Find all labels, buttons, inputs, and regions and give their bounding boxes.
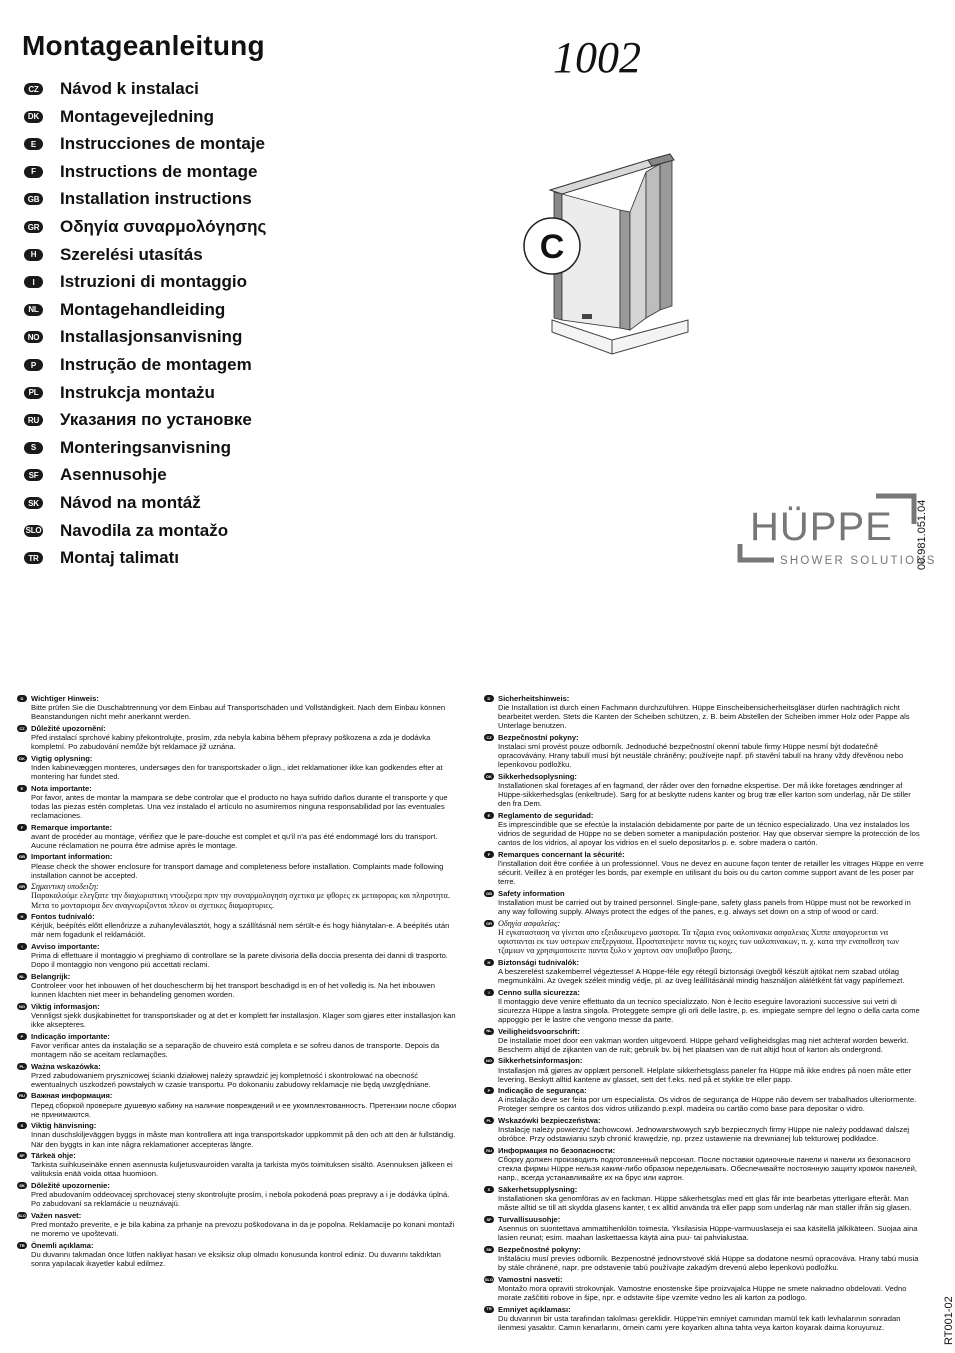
note-body: Inštaláciu musí previes odborník. Bezpenostné jednovrstvové sklá Hüppe sa dodatone nesmú opracováva. Hrany tabú musia by stále chránené, napr. pre odstavenie tabú používajte zakadým drevenú alebo lepenkovú podložku. (498, 1253, 919, 1272)
note-heading: Cenno sulla sicurezza: (498, 987, 580, 997)
language-title: Monteringsanvisning (60, 437, 231, 457)
language-code-badge: S (24, 442, 43, 454)
note-language-badge: NL (17, 973, 27, 980)
note-heading: Important information: (31, 852, 113, 862)
important-note (17, 912, 457, 939)
note-heading: Dôležité upozornenie: (31, 1181, 110, 1191)
note-heading: Fontos tudnivaló: (31, 912, 95, 922)
language-code-badge: NO (24, 331, 43, 343)
note-language-badge: SK (17, 1182, 27, 1189)
language-row (24, 326, 242, 348)
safety-note (484, 1116, 924, 1143)
language-code-badge: SF (24, 469, 43, 481)
note-language-badge: SK (484, 1246, 494, 1253)
language-code-badge: DK (24, 111, 43, 123)
important-note (17, 1121, 457, 1148)
language-code-badge: CZ (24, 83, 43, 95)
note-language-badge: GR (19, 884, 25, 890)
note-heading: Οδηγία ασφαλείας: (498, 918, 561, 928)
note-heading: Safety information (498, 888, 565, 898)
shower-enclosure-illustration (520, 150, 690, 360)
note-language-badge: SLO (17, 1212, 27, 1218)
note-heading: Emniyet açıklaması: (498, 1304, 571, 1314)
language-row (24, 106, 214, 128)
note-language-badge: S (484, 1186, 494, 1193)
safety-note (484, 919, 924, 955)
note-language-badge: F (17, 824, 27, 831)
language-code-badge: PL (24, 387, 43, 399)
note-heading: Reglamento de seguridad: (498, 810, 594, 820)
note-heading: Säkerhetsupplysning: (498, 1185, 578, 1194)
language-code-badge: E (24, 138, 43, 150)
language-title: Instrucciones de montaje (60, 134, 265, 154)
note-language-badge: TR (17, 1242, 27, 1249)
language-code-badge: NL (24, 304, 43, 316)
note-language-badge: S (17, 1122, 27, 1129)
page-code: RT001-02 (943, 1296, 955, 1345)
note-heading: Важная информация: (31, 1091, 113, 1101)
note-language-badge: DK (484, 773, 494, 780)
note-heading: Indicação de segurança: (498, 1086, 587, 1096)
note-body: Bitte prüfen Sie die Duschabtrennung vor dem Einbau auf Transportschäden und Vollständigkeit. Nach dem Einbau können Beanstandungen nicht mehr anerkannt werden. (31, 703, 446, 722)
important-note (17, 754, 457, 781)
note-body: Es imprescindible que se efectúe la instalación debidamente por parte de un técnico especializado. Una vez instalados los vidrios de seguridad de Hüppe no se deben someter a manipulación posterior. Hay que observar siempre la protección de los cantos de los vidrios, al apoyar los vidrios en el suelo depositarlos p. e. sobre madera o cartón. (498, 820, 920, 848)
safety-note (484, 1245, 924, 1272)
note-heading: Důležité upozornění: (31, 723, 106, 733)
language-title: Installasjonsanvisning (60, 327, 243, 347)
safety-notes-column (484, 694, 924, 1334)
language-title: Montagevejledning (60, 106, 214, 126)
language-code-badge: TR (24, 552, 43, 564)
safety-note (484, 850, 924, 886)
note-language-badge: PL (17, 1063, 27, 1070)
language-row (24, 520, 228, 542)
language-title: Instrukcja montażu (60, 382, 215, 402)
language-title: Návod k instalaci (60, 79, 199, 98)
note-language-badge: I (484, 989, 494, 996)
note-body: avant de procéder au montage, vérifiez que le pare-douche est complet et qu'il n'a pas été endommagé lors du transport. Aucune réclamation ne pourra être admise après le montage. (31, 831, 438, 850)
note-body: Controleer voor het inbouwen of het douchescherm bij het transport beschadigd is en of het volledig is. Na het inbouwen kunnen klachten niet meer in behandeling genomen worden. (31, 981, 435, 1000)
language-title: Montagehandleiding (60, 299, 226, 319)
note-body: Installasjon må gjøres av opplært personell. Helplate sikkerhetsglass paneler fra Hüppe må ikke endres på noen måte etter levering. Beskytt alltid kantene av glasset, sett det f.eks. ned på et stykke tre eller papp. (498, 1065, 912, 1084)
safety-note (484, 1056, 924, 1083)
variant-label: C (539, 228, 565, 266)
language-row (24, 299, 225, 321)
language-title: Instrução de montagem (60, 355, 252, 374)
note-body: Przed zabudowaniem prysznicowej ścianki działowej należy sprawdzić jej kompletność i skontrolować na obecność ewentualnych uszkodzeń powstałych w czasie transportu. Po dokonaniu zabudowy reklamacje nie będą uwzględniane. (31, 1070, 431, 1089)
language-row (24, 216, 266, 238)
note-body: A instalação deve ser feita por um especialista. Os vidros de segurança de Hüppe não devem ser trabalhados ulteriormente. Proteger sempre os cantos dos vidros utilizando p.expl. madeira ou cartão como base para depositar o vidro. (498, 1095, 917, 1114)
note-language-badge: GR (486, 920, 492, 926)
note-heading: Sikkerhetsinformasjon: (498, 1056, 583, 1066)
note-heading: Ważna wskazówka: (31, 1061, 101, 1071)
note-body: Kérjük, beépítés előtt ellenőrizze a zuhanyleválasztót, hogy a szállításnál nem sérült-e és hogy hiánytalan-e. A beépítés után már nem fogadunk el reklamációt. (31, 921, 450, 940)
note-heading: Remarque importante: (31, 822, 113, 832)
language-row (24, 133, 265, 155)
note-heading: Sicherheitshinweis: (498, 694, 570, 703)
note-language-badge: P (17, 1033, 27, 1040)
safety-note (484, 889, 924, 916)
important-note (17, 1032, 457, 1059)
model-number: 1002 (553, 33, 641, 82)
note-body: Installationen ska genomföras av en fackman. Hüppe säkerhetsglas med ett glas får inte bearbetas ytterligare efteråt. Man måste alltid se till att skydda glasens kanter, t ex alltid använda trä eller papp som underlag när man ställer ifrån sig glasen. (498, 1194, 912, 1213)
note-body: Instalaci smí provést pouze odborník. Jednoduché bezpečnostní okenní tabule firmy Hüppe nesmí být dodatečně opracovávány. Hrany tabulí musí být neustále chráněny; používejte např. při stavění tabulí na hrany vždy dřevěnou nebo lepenkovou podložku. (498, 742, 904, 770)
note-heading: Remarques concernant la sécurité: (498, 849, 625, 859)
language-title: Navodila za montažo (60, 520, 229, 540)
note-heading: Indicação importante: (31, 1031, 110, 1041)
important-note (17, 694, 457, 721)
language-code-badge: P (24, 359, 43, 371)
language-title: Instructions de montage (60, 161, 258, 181)
language-row (24, 492, 201, 514)
note-body: Pred abudovaním oddeovacej sprchovacej steny skontrolujte prosím, i nebola pokodená poas prepravy a i je dodávka úplná. Po zabudovaní sa reklamácie u neuznávajú. (31, 1190, 450, 1209)
document-code: 00.981.051.04 (916, 499, 928, 570)
note-heading: Bezpečnostní pokyny: (498, 732, 579, 742)
note-language-badge: TR (484, 1306, 494, 1313)
note-body: A beszerelést szakemberrel végeztesse! A Hüppe-féle egy rétegű biztonsági üvegből készült ajtókat nem szabad utólag megmunkálni. Az üvegek széleit mindig védje, pl. az üveg leállításánál mindig használjon alátétként fát vagy papírlemezt. (498, 966, 905, 985)
safety-note (484, 1086, 924, 1113)
language-row (24, 464, 167, 486)
language-title: Istruzioni di montaggio (60, 272, 247, 292)
language-title: Указания по установке (60, 410, 252, 430)
language-code-badge: SK (24, 497, 43, 509)
note-body: Prima di effettuare il montaggio vi preghiamo di controllare se la parete divisoria della doccia presenta dei danni di trasporto. Dopo il montaggio non vengono più accettati reclami. (31, 951, 448, 970)
note-language-badge: NL (484, 1028, 494, 1035)
note-heading: Tärkeä ohje: (31, 1151, 76, 1161)
note-language-badge: D (484, 695, 494, 702)
language-code-badge: RU (24, 414, 43, 426)
language-title: Οδηγία συναρμολόγησης (60, 217, 267, 236)
important-note (17, 942, 457, 969)
note-language-badge: DK (17, 755, 27, 762)
language-row (24, 271, 247, 293)
safety-note (484, 1215, 924, 1242)
safety-note (484, 733, 924, 769)
language-code-badge: F (24, 166, 43, 178)
note-body: Η εγκατασταση να γίνεται απο εξειδικευμενο μαστορα. Τα τζαμια ενος υαλοπινακα ασφαλειας Χιππε απαγορευεται να υφιστανται εκ των υστερων επεξεργασια. Προστατεψετε παντα τις κοχες των υαλοπινακων, π. χ. κατα την εναποθεση των τζαμιων να χρησιμοποιειτε παντα ξυλο ν χαρτονι σαν υποβαθρο βασης. (498, 927, 899, 955)
note-body: Please check the shower enclosure for transport damage and completeness before installation. Complaints made following installation cannot be accepted. (31, 861, 444, 880)
important-note (17, 1062, 457, 1089)
safety-note (484, 958, 924, 985)
brand-name: HÜPPE (750, 505, 893, 549)
note-language-badge: SF (17, 1152, 27, 1159)
note-language-badge: H (484, 959, 494, 966)
language-row (24, 244, 203, 266)
note-heading: Wichtiger Hinweis: (31, 694, 99, 703)
note-heading: Viktig hänvisning: (31, 1121, 97, 1131)
important-note (17, 882, 457, 909)
language-row (24, 437, 231, 459)
note-language-badge: E (17, 785, 27, 792)
note-body: Asennus on suoritettava ammattihenkilön toimesta. Yksilasisia Hüppe-varmuuslaseja ei saa käsitellä jälkikäteen. Suojaa aina lasien reunat; esim. maahan laskettaessa käytä aina puu- tai pahvialustaa. (498, 1223, 918, 1243)
language-row (24, 547, 179, 569)
note-body: Před instalací sprchové kabiny překontrolujte, prosím, zda nebyla kabina během přepravy poškozena a zda je dodávka kompletní. Po zabudování nemůže být reklamace již uznána. (31, 732, 431, 752)
note-body: Installationen skal foretages af en fagmand, der råder over den fornødne ekspertise. Der må ikke foretages ændringer af Hüppe-sikkerhedsglas (enkeltrude). Sørg for at beskytte rudens kanter og brug træ eller karton som underlag, når De stiller den fra Dem. (498, 781, 911, 809)
note-body: Installation must be carried out by trained personnel. Single-pane, safety glass panels from Hüppe must not be reworked in any way following supply. Always protect the edges of the panes, e.g. always set down on a strip of wood or card. (498, 897, 911, 917)
note-language-badge: RU (484, 1147, 494, 1154)
note-heading: Wskazówki bezpieczeństwa: (498, 1116, 601, 1126)
note-language-badge: NO (486, 1058, 492, 1064)
language-code-badge: H (24, 249, 43, 261)
language-title: Návod na montáž (60, 493, 201, 512)
note-language-badge: NO (19, 1003, 25, 1009)
note-heading: Belangrijk: (31, 971, 71, 981)
important-note (17, 823, 457, 850)
language-row (24, 409, 252, 431)
note-language-badge: CZ (484, 734, 494, 741)
note-body: Il montaggio deve venire effettuato da un tecnico specializzato. Non è lecito eseguire lavorazioni successive sui vetri di sicurezza Hüppe a lastra singola. Proteggete sempre gli orli delle lastre, p. es. impiegate sempre del legno o della carta come appoggio per le lastre che vengono messe da parte. (498, 996, 920, 1024)
safety-note (484, 811, 924, 847)
note-language-badge: PL (484, 1117, 494, 1124)
important-note (17, 784, 457, 820)
important-note (17, 724, 457, 751)
note-body: Montažo mora opraviti strokovnjak. Vamostne enostenske šipe proizvajalca Hüppe ne smete naknadno obdelovati. Vedno morate zaščititi robove in šipe, npr. e odstavite šipe vzemite vedno les ali karton za podlogo. (498, 1283, 907, 1302)
brand-tagline: SHOWER SOLUTIONS (780, 555, 937, 567)
note-language-badge: E (484, 812, 494, 819)
language-title: Montaj talimatı (60, 548, 180, 568)
note-body: Сборку должен производить подготовленный персонал. После поставки одиночные панели и панели из безопасного стекла фирмы Hüppe нельзя каким-либо образом переделывать. Обеспечивайте постоянную защиту кромок панелей, напр., всегда устанавливайте их на брус или картон. (498, 1155, 917, 1183)
language-title: Installation instructions (60, 189, 252, 209)
important-note (17, 1241, 457, 1268)
note-body: Du duvarının bir usta tarafından takılması gereklidir. Hüppe'nin emniyet camından mamül tek katlı levhalarının sonradan ilenmesi yasaktır. Camın kenarlarını, örnein camı yere koyarken altına tahta veya karton koyarak daima koruyunuz. (498, 1313, 901, 1332)
note-language-badge: GB (19, 854, 25, 860)
note-body: Favor verificar antes da instalação se a separação de chuveiro está completa e se sofreu danos de transporte. Depois da montagem não se aceitam reclamações. (31, 1040, 440, 1059)
language-row (24, 161, 257, 183)
note-heading: Važen nasvet: (31, 1210, 82, 1220)
safety-note (484, 1185, 924, 1212)
note-language-badge: RU (17, 1092, 27, 1099)
important-note (17, 1151, 457, 1178)
language-title: Szerelési utasítás (60, 244, 203, 264)
note-heading: Sikkerhedsoplysning: (498, 771, 577, 781)
important-note (17, 1002, 457, 1029)
note-language-badge: CZ (17, 725, 27, 732)
language-code-badge: GR (24, 221, 43, 233)
language-code-badge: GB (24, 193, 43, 205)
note-heading: Σημαντικη υποδειξη: (31, 882, 99, 892)
note-language-badge: SLO (484, 1276, 494, 1282)
note-heading: Avviso importante: (31, 942, 100, 952)
note-heading: Vigtig oplysning: (31, 753, 93, 763)
note-language-badge: H (17, 913, 27, 920)
language-row (24, 188, 252, 210)
note-body: Die Installation ist durch einen Fachmann durchzuführen. Hüppe Einscheibensicherheitsgläser dürfen nachträglich nicht bearbeitet werden. Stets die Kanten der Scheiben schützen, z. B. beim Abstellen der Scheiben immer Holz oder Pappe als Unterlage benutzen. (498, 703, 910, 731)
note-body: Instalację należy powierzyć fachowcowi. Jednowarstwowych szyb bezpiecznych firmy Hüppe nie należy poddawać dalszej obróbce. Przy odstawianiu szyb chronić krawędzie, np. przez ustawienie na drewnianej lub tekturowej podkładce. (498, 1125, 910, 1144)
language-title: Asennusohje (60, 465, 167, 485)
safety-note (484, 1305, 924, 1332)
note-language-badge: D (17, 695, 27, 702)
note-language-badge: F (484, 851, 494, 858)
note-language-badge: P (484, 1087, 494, 1094)
safety-note (484, 1027, 924, 1054)
note-body: Du duvarını takmadan önce lütfen nakliyat hasarı ve eksiksiz olup olmadıı konusunda kontrol ediniz. Du duvarını takdıktan sonra yapılacak ikayetler kabul edilmez. (31, 1249, 441, 1269)
language-code-badge: SLO (25, 526, 42, 536)
note-heading: Vamostni nasveti: (498, 1274, 563, 1284)
note-body: l'installation doit être confiée à un professionnel. Vous ne devez en aucune façon tenter de retailler les vitrages Hüppe en verre sécurit. Veillez à en protéger les bords, par exemple en utilisant du bois ou du carton comme support avant de les poser par terre. (498, 858, 924, 887)
note-body: Перед сборкой проверьте душевую кабину на наличие повреждений и ее укомплектованность. Претензии после сборки не принимаются. (31, 1100, 457, 1119)
note-language-badge: I (17, 943, 27, 950)
safety-note (484, 694, 924, 730)
note-heading: Nota importante: (31, 783, 92, 793)
language-row (24, 78, 199, 100)
note-heading: Bezpečnostné pokyny: (498, 1244, 581, 1254)
safety-note (484, 1275, 924, 1302)
safety-note (484, 1146, 924, 1182)
note-body: Pred montažo preverite, e je bila kabina za prhanje na prevozu poškodovana in da je popolna. Reklamacije po konani montaži ne moremo ve upoštevati. (31, 1220, 455, 1239)
note-body: Inden kabinevæggen monteres, undersøges den for transportskader o.lign., idet reklamationer ikke kan godkendes efter at montering har fundet sted. (31, 762, 443, 781)
important-note (17, 1181, 457, 1208)
page-title: Montageanleitung (22, 30, 265, 61)
note-language-badge: GB (486, 890, 492, 896)
safety-note (484, 988, 924, 1024)
language-row (24, 382, 215, 404)
safety-note (484, 772, 924, 808)
note-body: De installatie moet door een vakman worden uitgevoerd. Hüppe gehard veiligheidsglas mag niet achteraf worden bewerkt. Bescherm altijd de zijkanten van de ruit; gebruik bv. bij het plaatsen van de ruit altijd hout of karton als ondergrond. (498, 1035, 909, 1054)
note-language-badge: SF (484, 1216, 494, 1223)
note-body: Innan duschskiljeväggen byggs in måste man kontrollera att inga transportskador uppkommit på den och att den är fullständig. När den byggts in kan inte några reklamationer accepteras längre. (31, 1130, 456, 1149)
important-note (17, 852, 457, 879)
note-heading: Viktig informasjon: (31, 1001, 100, 1011)
note-heading: Veiligheidsvoorschrift: (498, 1026, 580, 1036)
important-note (17, 1091, 457, 1118)
important-note (17, 972, 457, 999)
note-heading: Turvallisuusohje: (498, 1214, 561, 1224)
note-heading: Önemli açıklama: (31, 1240, 94, 1250)
note-heading: Информация по безопасности: (498, 1146, 616, 1156)
language-row (24, 354, 252, 376)
language-code-badge: I (24, 276, 43, 288)
note-body: Παρακαλούμε ελεγξατε την διαχωριστικη ντουζιερα πριν την συναρμολογηση σχετικα με φθορες εκ μεταφορας και πληροτητα. Μετα το μονταρισμα δεν αναγνωριζονται πλεον οι σχετικες διαμαρτυριες. (31, 891, 450, 910)
important-notes-column (17, 694, 457, 1271)
note-body: Por favor, antes de montar la mampara se debe controlar que el producto no haya sufrido daños durante el transporte y que todas las piezas estén completas. Una vez instalado el artículo no asumiremos ninguna responsabilidad por las eventuales reclamaciones. (31, 792, 448, 820)
note-body: Vennligst sjekk dusjkabinettet for transportskader og at det er komplett før installasjon. Klager som gjøres etter installasjon kan ikke aksepteres. (31, 1010, 456, 1030)
note-body: Tarkista suihkuseinäke ennen asennusta kuljetusvauroiden varalta ja tarkista myös toimituksen sisältö. Asennuksen jälkeen ei valituksia enää voida ottaa huomioon. (31, 1160, 453, 1179)
important-note (17, 1211, 457, 1238)
note-heading: Biztonsági tudnivalók: (498, 957, 580, 967)
